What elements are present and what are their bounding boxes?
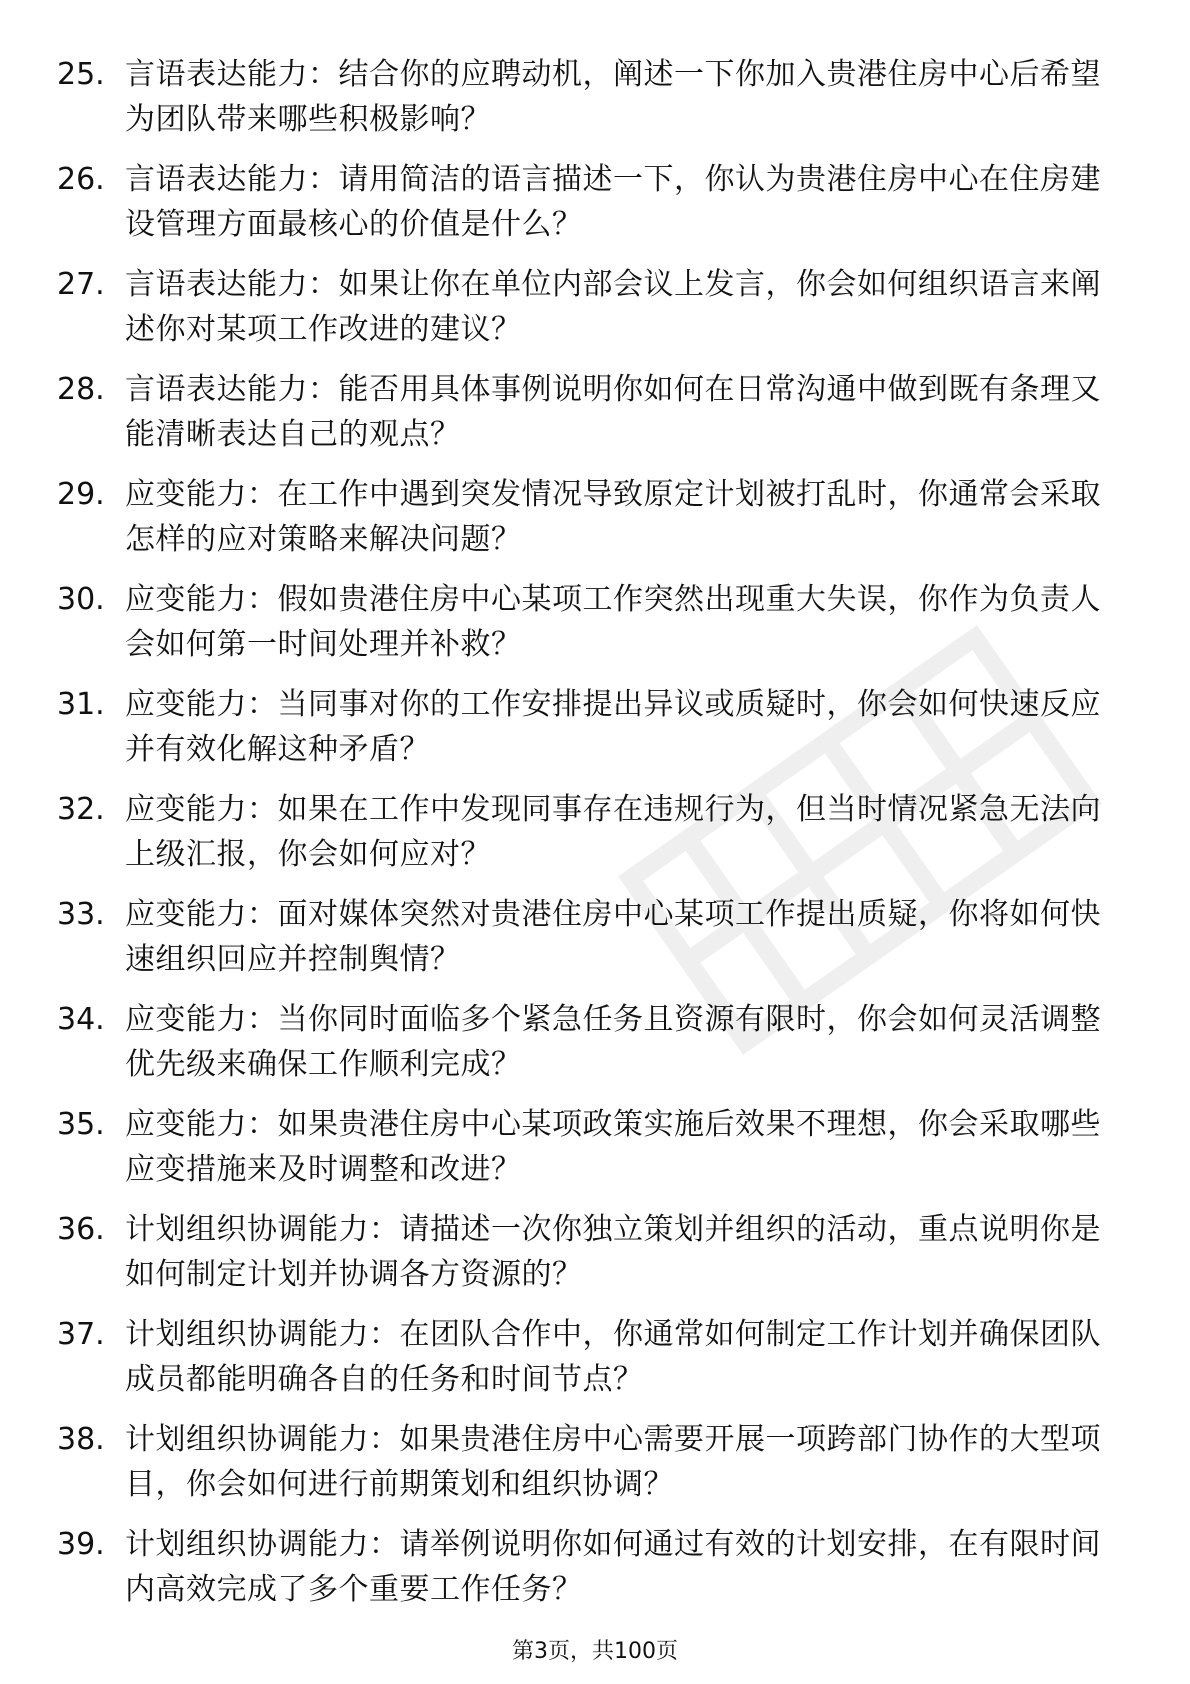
page-footer: 第3页，共100页 (512, 1639, 678, 1664)
question-number: 26. (57, 162, 105, 197)
question-item (57, 1102, 1127, 1207)
question-text: 计划组织协调能力：如果贵港住房中心需要开展一项跨部门协作的大型项目，你会如何进行前期策划和组织协调？ (125, 1422, 1101, 1502)
question-number: 25. (57, 57, 105, 92)
question-number: 39. (57, 1527, 105, 1562)
question-text: 计划组织协调能力：在团队合作中，你通常如何制定工作计划并确保团队成员都能明确各自的任务和时间节点？ (125, 1317, 1101, 1397)
question-text: 言语表达能力：能否用具体事例说明你如何在日常沟通中做到既有条理又能清晰表达自己的观点？ (125, 372, 1101, 452)
question-number: 34. (57, 1002, 105, 1037)
question-text: 应变能力：面对媒体突然对贵港住房中心某项工作提出质疑，你将如何快速组织回应并控制舆情？ (125, 897, 1101, 977)
question-text: 言语表达能力：结合你的应聘动机，阐述一下你加入贵港住房中心后希望为团队带来哪些积极影响？ (125, 57, 1101, 137)
question-number: 38. (57, 1422, 105, 1457)
question-item (57, 262, 1127, 367)
question-number: 27. (57, 267, 105, 302)
question-text: 计划组织协调能力：请描述一次你独立策划并组织的活动，重点说明你是如何制定计划并协调各方资源的？ (125, 1212, 1101, 1292)
question-item (57, 682, 1127, 787)
question-item (57, 472, 1127, 577)
question-item (57, 892, 1127, 997)
question-item (57, 1522, 1127, 1627)
question-text: 言语表达能力：请用简洁的语言描述一下，你认为贵港住房中心在住房建设管理方面最核心的价值是什么？ (125, 162, 1101, 242)
question-number: 37. (57, 1317, 105, 1352)
question-text: 应变能力：假如贵港住房中心某项工作突然出现重大失误，你作为负责人会如何第一时间处理并补救？ (125, 582, 1101, 662)
question-text: 应变能力：在工作中遇到突发情况导致原定计划被打乱时，你通常会采取怎样的应对策略来解决问题？ (125, 477, 1101, 557)
question-item (57, 997, 1127, 1102)
question-text: 言语表达能力：如果让你在单位内部会议上发言，你会如何组织语言来阐述你对某项工作改进的建议？ (125, 267, 1101, 347)
question-item (57, 1312, 1127, 1417)
question-list (57, 52, 1127, 1627)
question-number: 30. (57, 582, 105, 617)
question-text: 计划组织协调能力：请举例说明你如何通过有效的计划安排，在有限时间内高效完成了多个重要工作任务？ (125, 1527, 1101, 1607)
question-text: 应变能力：当你同时面临多个紧急任务且资源有限时，你会如何灵活调整优先级来确保工作顺利完成？ (125, 1002, 1101, 1082)
question-item (57, 157, 1127, 262)
question-number: 31. (57, 687, 105, 722)
question-number: 33. (57, 897, 105, 932)
question-item (57, 787, 1127, 892)
question-item (57, 367, 1127, 472)
question-number: 32. (57, 792, 105, 827)
question-number: 28. (57, 372, 105, 407)
question-text: 应变能力：当同事对你的工作安排提出异议或质疑时，你会如何快速反应并有效化解这种矛盾？ (125, 687, 1101, 767)
question-text: 应变能力：如果在工作中发现同事存在违规行为，但当时情况紧急无法向上级汇报，你会如何应对？ (125, 792, 1101, 872)
question-item (57, 52, 1127, 157)
question-item (57, 1207, 1127, 1312)
question-number: 35. (57, 1107, 105, 1142)
question-number: 29. (57, 477, 105, 512)
question-item (57, 577, 1127, 682)
question-item (57, 1417, 1127, 1522)
question-number: 36. (57, 1212, 105, 1247)
question-text: 应变能力：如果贵港住房中心某项政策实施后效果不理想，你会采取哪些应变措施来及时调整和改进？ (125, 1107, 1101, 1187)
